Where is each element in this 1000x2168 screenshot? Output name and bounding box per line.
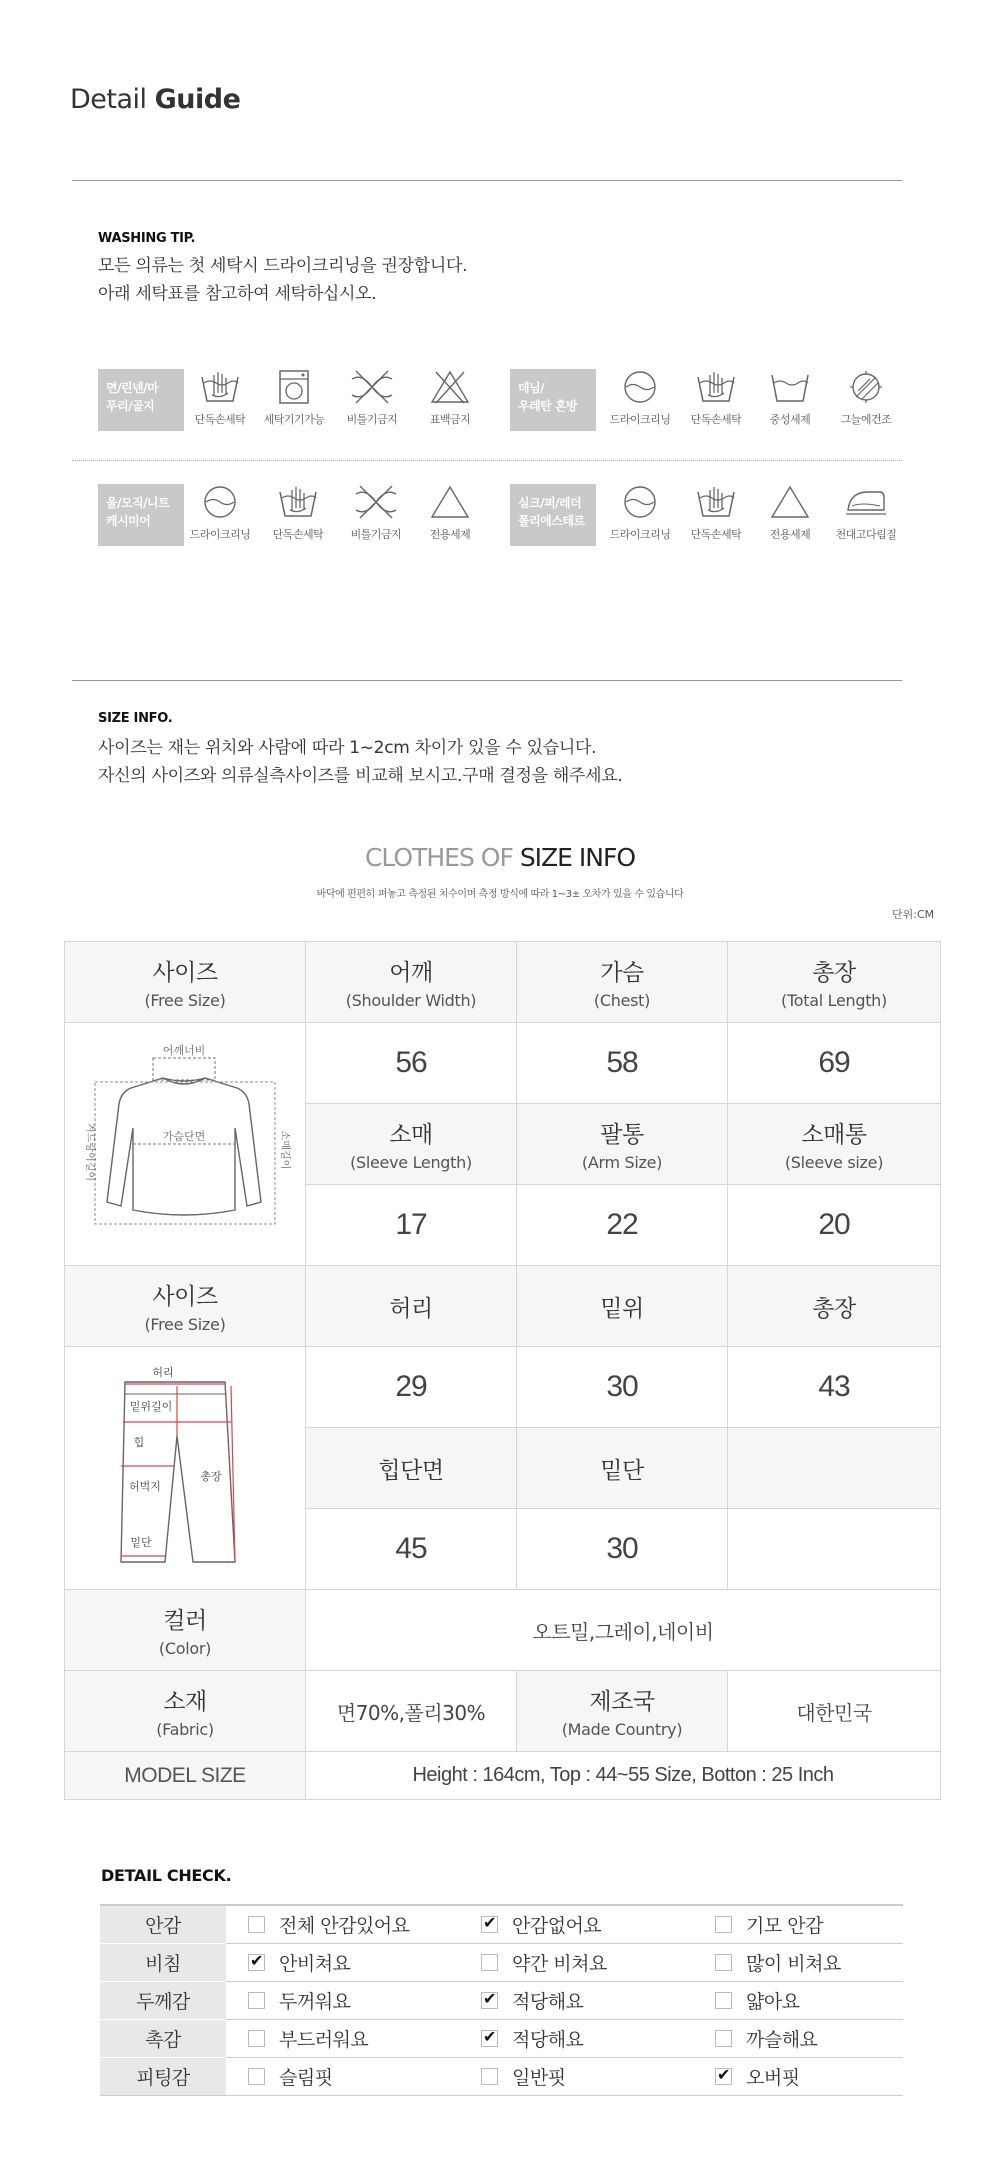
hand-wash-icon	[198, 369, 242, 405]
table-header-cell: 사이즈 (Free Size)	[65, 1266, 306, 1347]
table-cell: 30	[517, 1347, 728, 1428]
table-header-cell: 제조국 (Made Country)	[517, 1671, 728, 1752]
svg-text:힙: 힙	[133, 1436, 145, 1449]
check-option-label: 까슬해요	[746, 2028, 818, 2051]
table-header-cell: 총장 (Total Length)	[728, 942, 941, 1023]
table-header-cell: 팔통 (Arm Size)	[517, 1104, 728, 1185]
detergent-icon	[428, 484, 472, 520]
svg-text:총장: 총장	[200, 1470, 222, 1483]
check-row-label: 안감	[100, 1905, 226, 1943]
table-header-cell: 소매통 (Sleeve size)	[728, 1104, 941, 1185]
wash-item: 드라이크리닝	[604, 484, 676, 542]
table-row	[65, 1752, 941, 1800]
wash-item: 천대고다림질	[830, 484, 902, 542]
wash-item: 드라이크리닝	[184, 484, 256, 542]
table-header-cell: 사이즈 (Free Size)	[65, 942, 306, 1023]
check-option	[693, 1943, 903, 1981]
iron-cloth-icon	[842, 484, 890, 520]
no-bleach-icon	[428, 369, 472, 405]
svg-text:어깨너비: 어깨너비	[162, 1044, 206, 1057]
shade-dry-icon	[844, 369, 888, 405]
bottom-diagram-cell	[65, 1347, 306, 1590]
check-option	[459, 1905, 693, 1943]
top-measurement-diagram	[75, 1032, 295, 1252]
size-table-subtitle: 바닥에 편편히 펴놓고 측정된 치수이며 측정 방식에 따라 1~3± 오차가 있을 수 있습니다	[316, 889, 684, 900]
checkbox[interactable]	[248, 2068, 265, 2085]
table-header-cell: MODEL SIZE	[65, 1752, 306, 1800]
check-option-label: 오버핏	[746, 2066, 800, 2089]
size-table	[64, 941, 941, 1800]
table-cell: 29	[306, 1347, 517, 1428]
dry-clean-icon	[618, 369, 662, 405]
wash-category: 면/린넨/마 푸리/골지	[98, 369, 184, 431]
pants-measurement-diagram	[85, 1356, 285, 1576]
check-option-label: 적당해요	[512, 1990, 584, 2013]
check-option	[226, 1981, 459, 2019]
hand-wash-icon	[694, 484, 738, 520]
wash-item: 전용세제	[754, 484, 826, 542]
table-cell: 30	[517, 1509, 728, 1590]
table-header-cell: 소재 (Fabric)	[65, 1671, 306, 1752]
checkbox[interactable]	[715, 1916, 732, 1933]
checkbox[interactable]	[248, 2030, 265, 2047]
table-cell: 대한민국	[728, 1671, 941, 1752]
size-info-text: 사이즈는 재는 위치와 사람에 따라 1~2cm 차이가 있을 수 있습니다. 자신의 사이즈와 의류실측사이즈를 비교해 보시고.구매 결정을 해주세요.	[98, 738, 623, 786]
check-option	[693, 1981, 903, 2019]
table-header-cell: 밑위	[517, 1266, 728, 1347]
check-row	[100, 1981, 903, 2019]
table-header-cell: 소매 (Sleeve Length)	[306, 1104, 517, 1185]
check-option-label: 적당해요	[512, 2028, 584, 2051]
check-option	[459, 1981, 693, 2019]
checkbox[interactable]	[481, 2068, 498, 2085]
checkbox-checked[interactable]	[481, 1916, 498, 1933]
check-option	[226, 1905, 459, 1943]
table-cell: 58	[517, 1023, 728, 1104]
check-option	[226, 1943, 459, 1981]
table-row	[65, 942, 941, 1023]
checkbox-checked[interactable]	[248, 1954, 265, 1971]
checkbox[interactable]	[481, 1954, 498, 1971]
dry-clean-icon	[618, 484, 662, 520]
svg-text:소매길이: 소매길이	[279, 1130, 290, 1170]
check-option-label: 슬림핏	[279, 2066, 333, 2089]
check-option-label: 안감없어요	[512, 1914, 602, 1937]
check-option-label: 안비쳐요	[279, 1952, 351, 1975]
checkbox[interactable]	[248, 1992, 265, 2009]
wash-row-2	[98, 484, 906, 562]
washing-tip-label: WASHING TIP.	[98, 231, 196, 246]
detergent-icon	[768, 484, 812, 520]
check-option-label: 전체 안감있어요	[279, 1914, 410, 1937]
checkbox[interactable]	[715, 1992, 732, 2009]
check-option	[459, 1943, 693, 1981]
table-cell: 오트밀,그레이,네이비	[306, 1590, 941, 1671]
hand-wash-icon	[694, 369, 738, 405]
table-cell: 56	[306, 1023, 517, 1104]
wash-row-1	[98, 369, 906, 447]
check-row-label: 피팅감	[100, 2057, 226, 2095]
check-option	[226, 2019, 459, 2057]
table-header-cell: 가슴 (Chest)	[517, 942, 728, 1023]
check-option	[693, 2019, 903, 2057]
table-row	[65, 1347, 941, 1428]
table-cell: 17	[306, 1185, 517, 1266]
check-row-label: 두께감	[100, 1981, 226, 2019]
check-row	[100, 2057, 903, 2095]
table-cell: 20	[728, 1185, 941, 1266]
table-cell: 면70%,폴리30%	[306, 1671, 517, 1752]
wash-item: 표백금지	[414, 369, 486, 427]
washing-machine-icon	[272, 369, 316, 405]
check-option-label: 두꺼워요	[279, 1990, 351, 2013]
top-diagram-cell	[65, 1023, 306, 1266]
wash-item: 비틀기금지	[336, 369, 408, 427]
checkbox-checked[interactable]	[481, 2030, 498, 2047]
wash-item: 드라이크리닝	[604, 369, 676, 427]
detail-check-table	[100, 1904, 903, 2096]
svg-text:허벅지: 허벅지	[129, 1480, 161, 1493]
checkbox[interactable]	[715, 2030, 732, 2047]
table-header-cell: 힙단면	[306, 1428, 517, 1509]
table-header-cell: 컬러 (Color)	[65, 1590, 306, 1671]
check-option-label: 얇아요	[746, 1990, 800, 2013]
table-cell: 69	[728, 1023, 941, 1104]
svg-text:가슴단면: 가슴단면	[162, 1130, 206, 1143]
svg-text:겨드랑이길이: 겨드랑이길이	[84, 1123, 95, 1181]
check-option-label: 부드러워요	[279, 2028, 369, 2051]
wash-item: 단독손세탁	[184, 369, 256, 427]
table-row	[65, 1671, 941, 1752]
table-header-cell: 총장	[728, 1266, 941, 1347]
unit-label: 단위:CM	[892, 908, 935, 921]
washing-tip-text: 모든 의류는 첫 세탁시 드라이크리닝을 권장합니다. 아래 세탁표를 참고하여 세탁하십시오.	[98, 256, 468, 304]
divider	[72, 460, 902, 461]
check-option-label: 많이 비쳐요	[746, 1952, 841, 1975]
size-table-title: CLOTHES OF SIZE INFO	[364, 843, 636, 872]
table-cell: 43	[728, 1347, 941, 1428]
neutral-detergent-icon	[768, 369, 812, 405]
table-header-cell: 허리	[306, 1266, 517, 1347]
wash-item: 세탁기기가능	[258, 369, 330, 427]
check-option-label: 약간 비쳐요	[512, 1952, 607, 1975]
check-row-label: 비침	[100, 1943, 226, 1981]
no-wring-icon	[352, 484, 400, 520]
checkbox[interactable]	[715, 1954, 732, 1971]
check-option	[693, 2057, 903, 2095]
check-row	[100, 1905, 903, 1943]
check-option-label: 일반핏	[512, 2066, 566, 2089]
table-header-cell: 밑단	[517, 1428, 728, 1509]
divider	[72, 180, 902, 181]
table-row	[65, 1266, 941, 1347]
wash-category: 울/모직/니트 캐시미어	[98, 484, 184, 546]
hand-wash-icon	[276, 484, 320, 520]
checkbox-checked[interactable]	[481, 1992, 498, 2009]
svg-text:밑단: 밑단	[130, 1536, 152, 1549]
table-header-cell	[728, 1428, 941, 1509]
wash-category: 데님/ 우레탄 혼방	[510, 369, 596, 431]
size-info-label: SIZE INFO.	[98, 711, 173, 726]
check-row-label: 촉감	[100, 2019, 226, 2057]
check-option	[459, 2057, 693, 2095]
wash-item: 단독손세탁	[262, 484, 334, 542]
page-title: Detail Guide	[70, 84, 241, 115]
checkbox-checked[interactable]	[715, 2068, 732, 2085]
svg-text:밑위길이: 밑위길이	[129, 1400, 173, 1413]
dry-clean-icon	[198, 484, 242, 520]
wash-item: 전용세제	[414, 484, 486, 542]
divider	[72, 680, 902, 681]
check-option	[226, 2057, 459, 2095]
table-row	[65, 1023, 941, 1104]
check-option	[459, 2019, 693, 2057]
check-row	[100, 1943, 903, 1981]
table-header-cell: 어깨 (Shoulder Width)	[306, 942, 517, 1023]
wash-item: 비틀기금지	[340, 484, 412, 542]
table-cell	[728, 1509, 941, 1590]
table-cell: Height : 164cm, Top : 44~55 Size, Botton : 25 Inch	[306, 1752, 941, 1800]
table-row	[65, 1590, 941, 1671]
table-cell: 22	[517, 1185, 728, 1266]
no-wring-icon	[348, 369, 396, 405]
check-option-label: 기모 안감	[746, 1914, 823, 1937]
table-cell: 45	[306, 1509, 517, 1590]
wash-category: 실크/퍼/레더 폴리에스테르	[510, 484, 596, 546]
wash-item: 단독손세탁	[680, 369, 752, 427]
wash-item: 중성세제	[754, 369, 826, 427]
svg-text:허리: 허리	[152, 1366, 174, 1379]
wash-item: 그늘에건조	[830, 369, 902, 427]
check-option	[693, 1905, 903, 1943]
detail-check-label: DETAIL CHECK.	[101, 1866, 232, 1885]
check-row	[100, 2019, 903, 2057]
wash-item: 단독손세탁	[680, 484, 752, 542]
checkbox[interactable]	[248, 1916, 265, 1933]
